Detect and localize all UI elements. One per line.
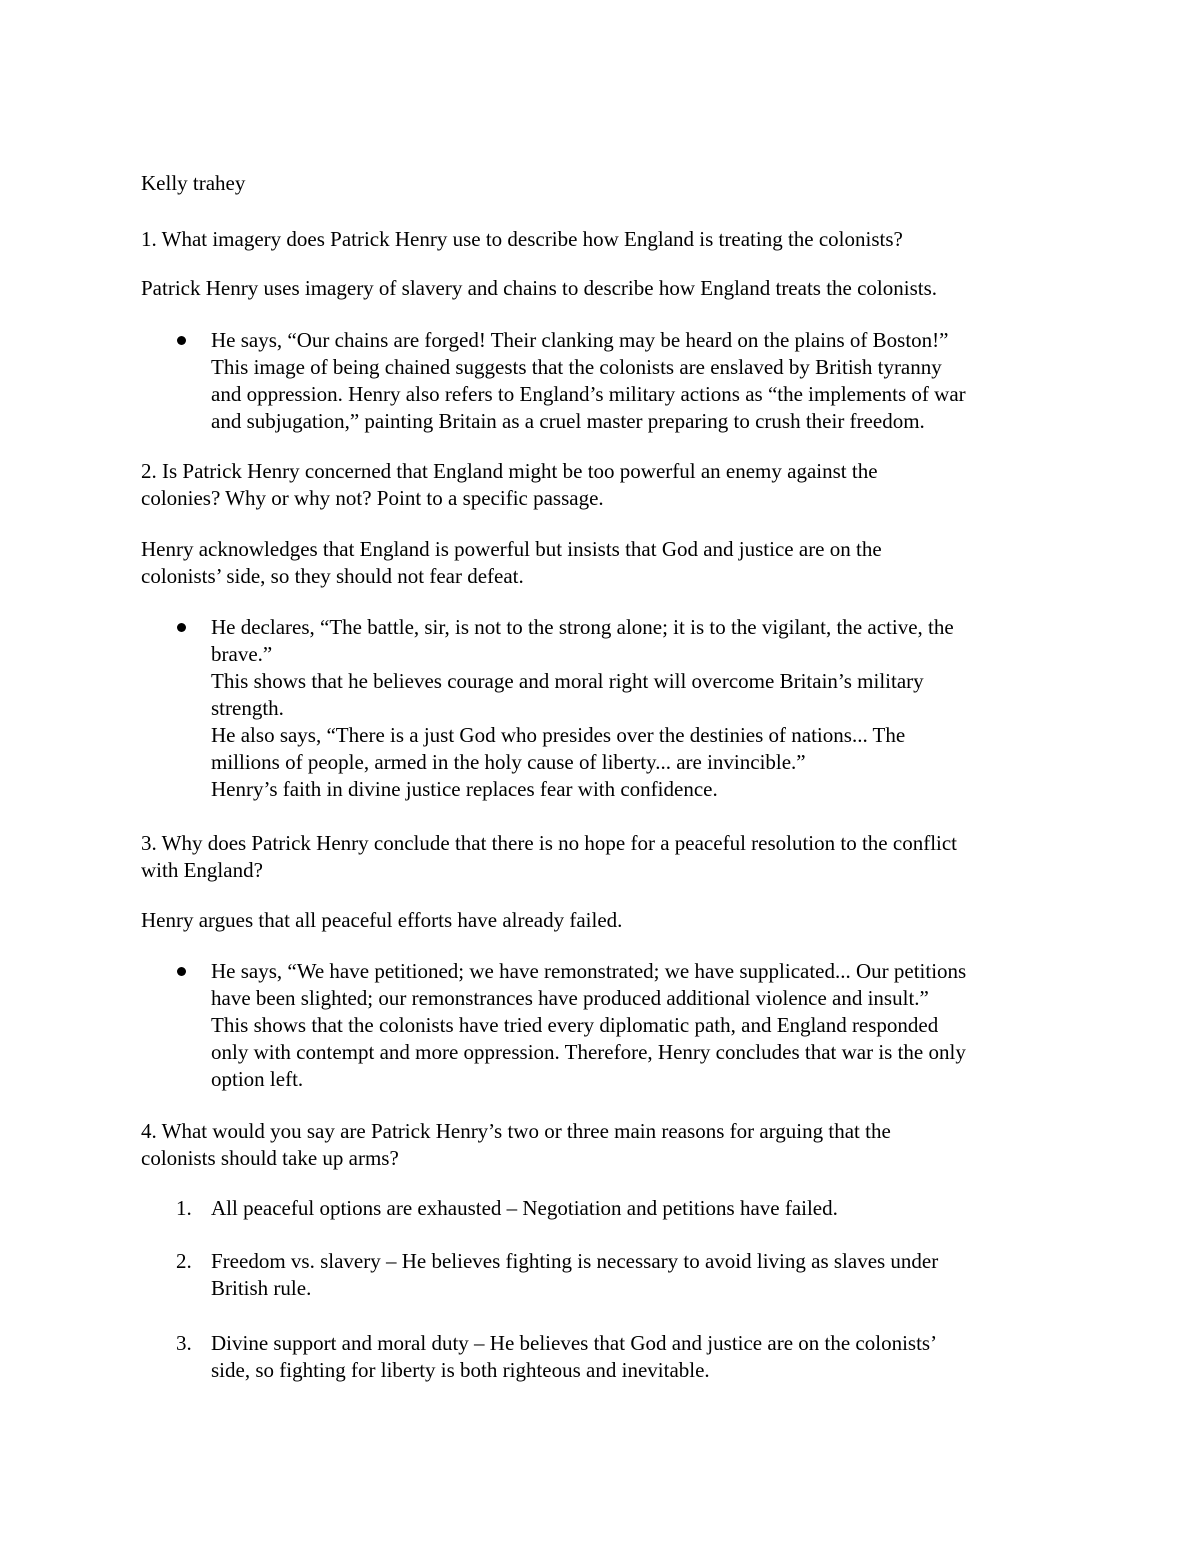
q2-bullet-line: This shows that he believes courage and moral right will overcome Britain’s military <box>211 669 924 693</box>
q2-bullet-line: Henry’s faith in divine justice replaces fear with confidence. <box>211 777 718 801</box>
answer-2-line: colonists’ side, so they should not fear defeat. <box>141 564 524 588</box>
q3-bullet-line: He says, “We have petitioned; we have remonstrated; we have supplicated... Our petitions <box>211 959 967 983</box>
bullet-icon <box>177 623 186 632</box>
q3-bullet-line: have been slighted; our remonstrances have produced additional violence and insult.” <box>211 986 929 1010</box>
list-item-number: 1. <box>176 1196 192 1220</box>
q2-bullet-line: strength. <box>211 696 284 720</box>
q3-bullet-line: option left. <box>211 1067 304 1091</box>
question-1: 1. What imagery does Patrick Henry use to describe how England is treating the colonists? <box>141 227 903 251</box>
list-item-number: 2. <box>176 1249 192 1273</box>
list-item-text: Freedom vs. slavery – He believes fighting is necessary to avoid living as slaves under <box>211 1249 939 1273</box>
author-name: Kelly trahey <box>141 171 246 195</box>
list-item-text: side, so fighting for liberty is both righteous and inevitable. <box>211 1358 710 1382</box>
answer-1: Patrick Henry uses imagery of slavery and chains to describe how England treats the colonists. <box>141 276 938 300</box>
q2-bullet-line: brave.” <box>211 642 273 666</box>
q1-bullet-line: and subjugation,” painting Britain as a cruel master preparing to crush their freedom. <box>211 409 925 433</box>
bullet-icon <box>177 967 186 976</box>
q3-bullet-line: This shows that the colonists have tried every diplomatic path, and England responded <box>211 1013 939 1037</box>
bullet-icon <box>177 336 186 345</box>
q2-bullet-line: He also says, “There is a just God who presides over the destinies of nations... The <box>211 723 906 747</box>
list-item-text: All peaceful options are exhausted – Negotiation and petitions have failed. <box>211 1196 838 1220</box>
question-4-line: colonists should take up arms? <box>141 1146 399 1170</box>
question-3-line: with England? <box>141 858 263 882</box>
question-2-line: colonies? Why or why not? Point to a specific passage. <box>141 486 604 510</box>
q2-bullet-line: He declares, “The battle, sir, is not to the strong alone; it is to the vigilant, the active, the <box>211 615 954 639</box>
answer-3: Henry argues that all peaceful efforts have already failed. <box>141 908 623 932</box>
question-4-line: 4. What would you say are Patrick Henry’s two or three main reasons for arguing that the <box>141 1119 891 1143</box>
question-2-line: 2. Is Patrick Henry concerned that England might be too powerful an enemy against the <box>141 459 878 483</box>
list-item-number: 3. <box>176 1331 192 1355</box>
list-item-text: Divine support and moral duty – He believes that God and justice are on the colonists’ <box>211 1331 938 1355</box>
question-3-line: 3. Why does Patrick Henry conclude that there is no hope for a peaceful resolution to the conflict <box>141 831 958 855</box>
q1-bullet-line: This image of being chained suggests that the colonists are enslaved by British tyranny <box>211 355 942 379</box>
q3-bullet-line: only with contempt and more oppression. Therefore, Henry concludes that war is the only <box>211 1040 966 1064</box>
list-item-text: British rule. <box>211 1276 312 1300</box>
q2-bullet-line: millions of people, armed in the holy cause of liberty... are invincible.” <box>211 750 806 774</box>
q1-bullet-line: He says, “Our chains are forged! Their clanking may be heard on the plains of Boston!” <box>211 328 949 352</box>
q1-bullet-line: and oppression. Henry also refers to England’s military actions as “the implements of war <box>211 382 966 406</box>
answer-2-line: Henry acknowledges that England is powerful but insists that God and justice are on the <box>141 537 882 561</box>
